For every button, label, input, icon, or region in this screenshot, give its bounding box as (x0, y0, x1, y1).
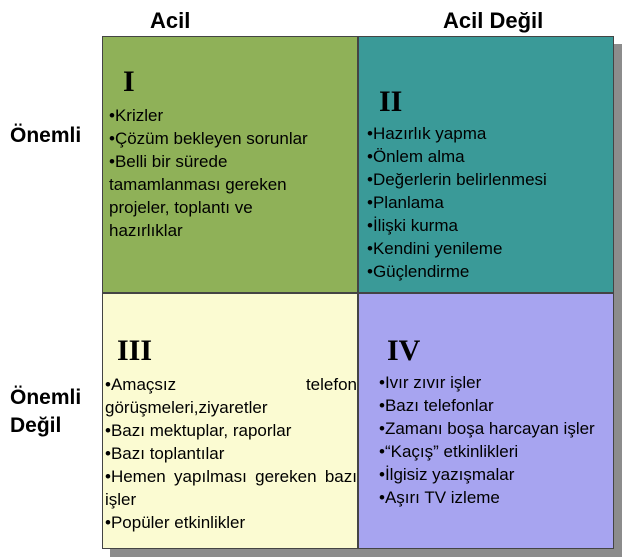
quadrant-not-urgent-important (358, 36, 614, 293)
list-item: •Bazı mektuplar, raporlar (105, 421, 292, 440)
list-item: •Değerlerin belirlenmesi (367, 170, 547, 189)
list-item: •Amaçsız telefon görüşmeleri,ziyaretler (105, 375, 357, 417)
quadrant-item-list (105, 373, 357, 534)
quadrant-numeral: I (123, 65, 135, 98)
list-item: •Hemen yapılması gereken bazı işler (105, 467, 357, 509)
list-item: •Planlama (367, 193, 444, 212)
list-item: •Kendini yenileme (367, 239, 503, 258)
list-item: •Bazı telefonlar (379, 396, 494, 415)
quadrant-numeral: III (117, 334, 153, 367)
list-item: •Hazırlık yapma (367, 124, 487, 143)
list-item: •Çözüm bekleyen sorunlar (109, 129, 308, 148)
list-item: •Güçlendirme (367, 262, 470, 281)
quadrant-not-urgent-not-important (358, 293, 614, 549)
quadrant-numeral: II (379, 85, 403, 118)
list-item: •Popüler etkinlikler (105, 513, 246, 532)
row-header-line: Değil (10, 414, 62, 437)
quadrant-item-list (109, 104, 357, 242)
list-item: •Önlem alma (367, 147, 465, 166)
list-item: •Zamanı boşa harcayan işler (379, 419, 595, 438)
list-item: •İlişki kurma (367, 216, 458, 235)
row-header-important: Önemli (10, 124, 82, 147)
row-header-not-important (10, 384, 81, 440)
quadrant-urgent-not-important (102, 293, 358, 549)
list-item: •Krizler (109, 106, 164, 125)
list-item: •Bazı toplantılar (105, 444, 225, 463)
list-item: •Belli bir sürede tamamlanması gereken projeler, toplantı ve hazırlıklar (109, 152, 287, 240)
column-header-not-urgent: Acil Değil (443, 8, 544, 33)
column-header-urgent: Acil (150, 8, 191, 33)
row-header-line: Önemli (10, 386, 82, 409)
quadrant-numeral: IV (387, 334, 421, 367)
list-item: •Aşırı TV izleme (379, 488, 500, 507)
list-item: •İlgisiz yazışmalar (379, 465, 515, 484)
quadrant-item-list (367, 122, 613, 283)
list-item: •“Kaçış” etkinlikleri (379, 442, 519, 461)
quadrant-item-list (379, 371, 615, 509)
quadrant-urgent-important (102, 36, 358, 293)
list-item: •Ivır zıvır işler (379, 373, 482, 392)
